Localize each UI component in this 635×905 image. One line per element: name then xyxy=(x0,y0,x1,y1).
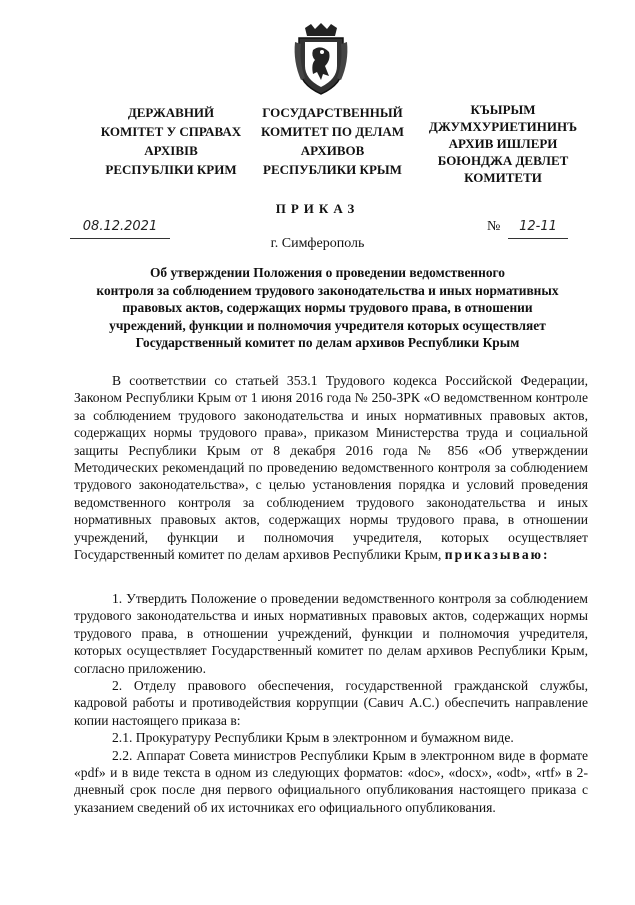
org-ua-line: АРХІВІВ xyxy=(144,143,198,158)
order-title: ПРИКАЗ xyxy=(275,201,360,216)
order-number-label: № xyxy=(487,219,501,234)
document-title xyxy=(70,264,585,352)
preamble-paragraph xyxy=(74,372,588,563)
org-ct-line: БОЮНДЖА ДЕВЛЕТ xyxy=(437,153,569,168)
preamble-text: В соответствии со статьей 353.1 Трудового кодекса Российской Федерации, Законом Республики Крым от 1 июня 2016 года № 250-ЗРК «О ведомственном контроле за соблюдением трудового законодательства и иных нормативных правовых актов, содержащих нормы трудового права», приказом Министерства труда и социальной защиты Республики Крым от 8 декабря 2016 года № 856 «Об утверждении Методических рекомендаций по проведению ведомственного контроля за соблюдением трудового законодательства», с целью установления порядка и условий проведения ведомственного контроля за соблюдением трудового законодательства и иных нормативных правовых актов, содержащих нормы трудового права, в отношении учреждений, функции и полномочия учредителя, которых осуществляет Государственный комитет по делам архивов Республики Крым, xyxy=(74,373,588,563)
org-ru-line: ГОСУДАРСТВЕННЫЙ xyxy=(262,105,403,120)
order-item-2-1: 2.1. Прокуратуру Республики Крым в электронном и бумажном виде. xyxy=(112,730,514,746)
document-title-line: Государственный комитет по делам архивов Республики Крым xyxy=(135,335,520,350)
order-city: г. Симферополь xyxy=(270,236,365,251)
crimea-coat-of-arms-icon xyxy=(291,22,351,96)
org-ct-line: КЪЫРЫМ xyxy=(470,102,536,117)
order-item-2: 2. Отделу правового обеспечения, государственной гражданской службы, кадровой работы и противодействия коррупции (Савич А.С.) обеспечить направление копии настоящего приказа в: xyxy=(74,678,588,728)
order-number-handwritten: 12-11 xyxy=(508,218,568,239)
org-name-crimean-tatar xyxy=(418,101,588,186)
document-title-line: правовых актов, содержащих нормы трудового права, в отношении xyxy=(122,300,533,315)
org-ct-line: КОМИТЕТИ xyxy=(464,170,542,185)
org-ua-line: ДЕРЖАВНИЙ xyxy=(127,105,215,120)
org-ua-line: РЕСПУБЛІКИ КРИМ xyxy=(105,162,237,177)
document-title-line: контроля за соблюдением трудового законодательства и иных нормативных xyxy=(96,282,559,298)
org-name-ukrainian xyxy=(96,103,246,179)
org-name-russian xyxy=(255,103,410,179)
document-title-line: учреждений, функции и полномочия учредителя которых осуществляет xyxy=(109,317,546,333)
org-ct-line: АРХИВ ИШЛЕРИ xyxy=(448,136,558,151)
order-items xyxy=(74,590,588,816)
org-ru-line: РЕСПУБЛИКИ КРЫМ xyxy=(263,162,402,177)
order-item-1: 1. Утвердить Положение о проведении ведомственного контроля за соблюдением трудового законодательства и иных нормативных правовых актов, содержащих нормы трудового права, в отношении учреждений, функции и полномочия учредителя, которых осуществляет Государственный комитет по делам архивов Республики Крым, согласно приложению. xyxy=(74,591,588,676)
order-date-handwritten: 08.12.2021 xyxy=(70,218,170,239)
org-ru-line: АРХИВОВ xyxy=(300,143,365,158)
org-ct-line: ДЖУМХУРИЕТИНИНЪ xyxy=(428,119,578,134)
org-ua-line: КОМІТЕТ У СПРАВАХ xyxy=(100,124,242,139)
order-command-word: приказываю: xyxy=(444,547,550,563)
org-ru-line: КОМИТЕТ ПО ДЕЛАМ xyxy=(260,124,405,139)
document-title-line: Об утверждении Положения о проведении ведомственного xyxy=(150,265,505,280)
order-item-2-2: 2.2. Аппарат Совета министров Республики Крым в электронном виде в формате «pdf» и в виде текста в одном из следующих форматов: «doc», «docx», «odt», «rtf» в 2-дневный срок после дня первого официального опубликования настоящего приказа с указанием сведений об их источниках его официального опубликования. xyxy=(74,747,588,815)
